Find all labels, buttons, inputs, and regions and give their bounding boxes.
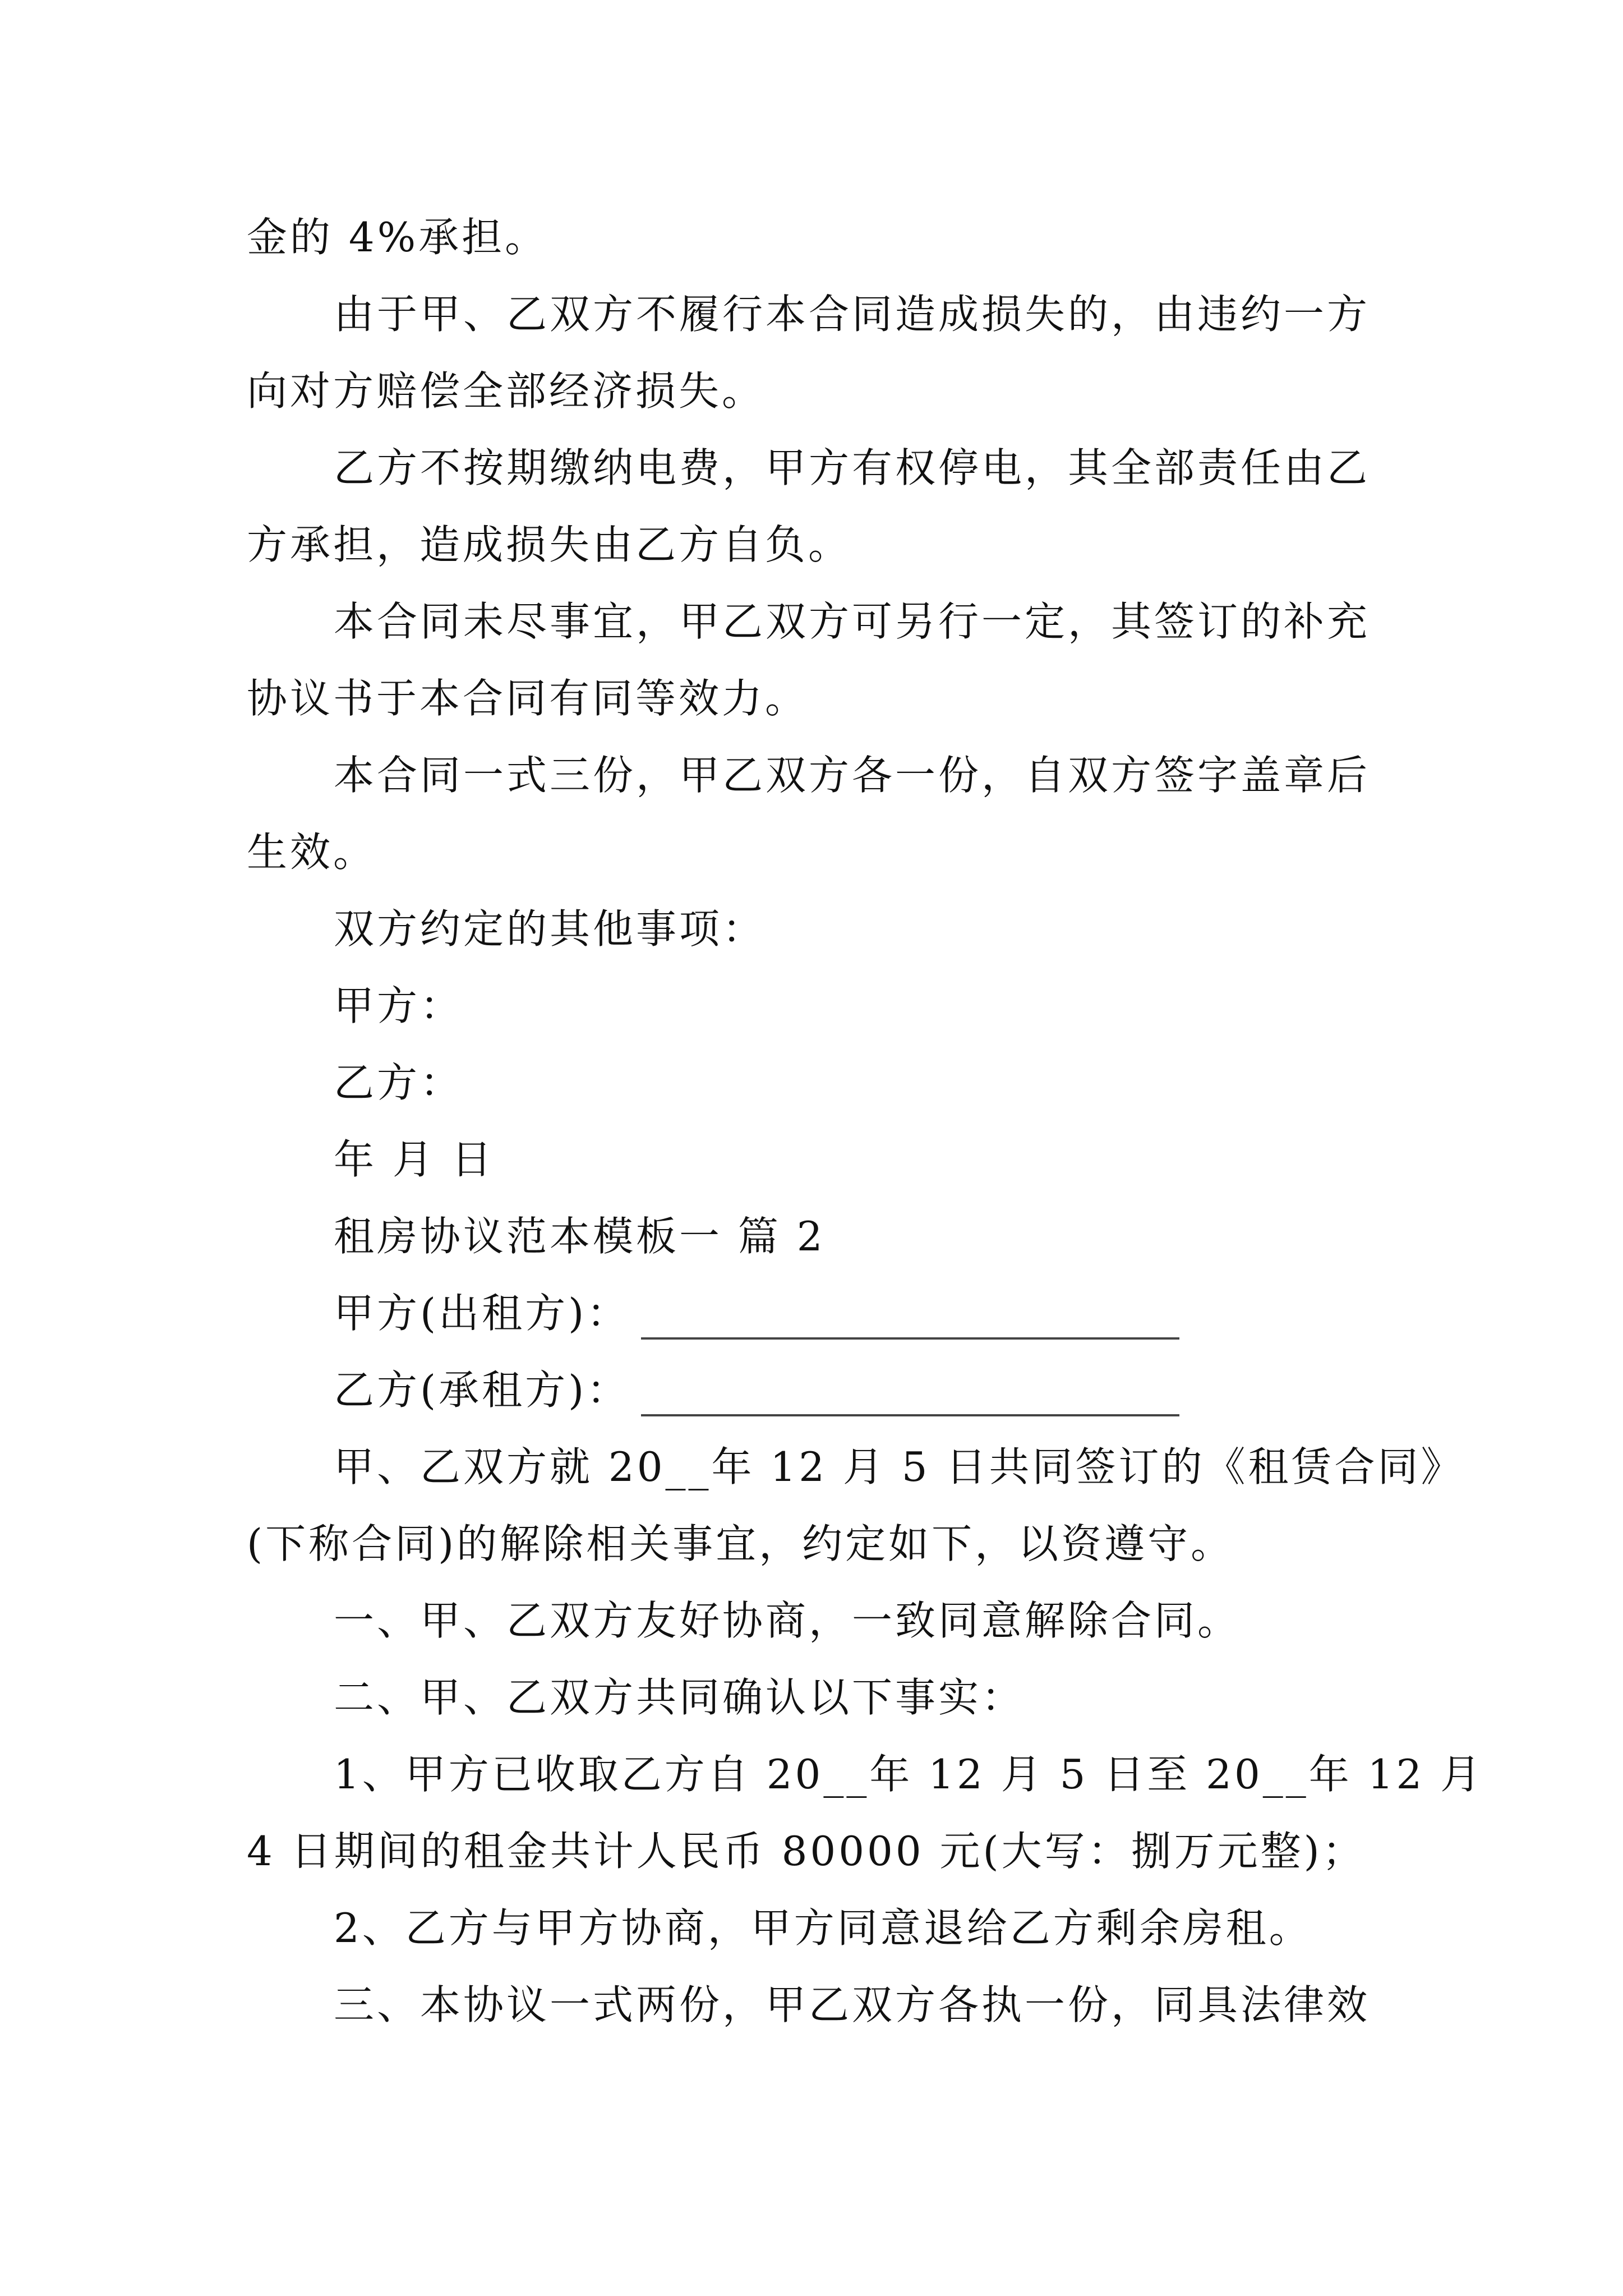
party-a-label: 甲方：	[334, 982, 464, 1029]
paragraph-line: 乙方不按期缴纳电费，甲方有权停电，其全部责任由乙	[334, 444, 1371, 491]
date-line: 年 月 日	[334, 1136, 495, 1183]
text-line: 协议书于本合同有同等效力。	[247, 675, 809, 722]
lessee-label: 乙方(承租方)：	[334, 1366, 630, 1414]
text-line: 生效。	[247, 829, 377, 876]
paragraph-line: 双方约定的其他事项：	[334, 905, 766, 953]
section-title: 租房协议范本模板一 篇 2	[334, 1213, 826, 1260]
lessor-blank	[641, 1337, 1179, 1340]
paragraph-line: 本合同一式三份，甲乙双方各一份，自双方签字盖章后	[334, 752, 1371, 799]
paragraph-line: 由于甲、乙双方不履行本合同造成损失的，由违约一方	[334, 291, 1371, 338]
lessee-line	[247, 1352, 1374, 1429]
clause-line: 2、乙方与甲方协商，甲方同意退给乙方剩余房租。	[334, 1904, 1312, 1952]
party-b-label: 乙方：	[334, 1059, 464, 1106]
text-line: 金的 4%承担。	[247, 214, 548, 261]
clause-line: 二、甲、乙双方共同确认以下事实：	[334, 1674, 1025, 1721]
clause-line: 一、甲、乙双方友好协商，一致同意解除合同。	[334, 1597, 1241, 1644]
lessor-line	[247, 1275, 1374, 1352]
text-line: 方承担，造成损失由乙方自负。	[247, 521, 852, 568]
lessee-blank	[641, 1414, 1179, 1416]
text-line: (下称合同)的解除相关事宜，约定如下，以资遵守。	[247, 1520, 1234, 1567]
document-body	[247, 199, 1484, 2044]
text-line: 向对方赔偿全部经济损失。	[247, 367, 766, 415]
paragraph-line: 甲、乙双方就 20__年 12 月 5 日共同签订的《租赁合同》	[334, 1443, 1464, 1490]
text-line: 4 日期间的租金共计人民币 80000 元(大写：捌万元整)；	[247, 1828, 1366, 1875]
clause-line: 三、本协议一式两份，甲乙双方各执一份，同具法律效	[334, 1981, 1371, 2028]
clause-line: 1、甲方已收取乙方自 20__年 12 月 5 日至 20__年 12 月	[334, 1751, 1484, 1798]
lessor-label: 甲方(出租方)：	[334, 1290, 630, 1337]
paragraph-line: 本合同未尽事宜，甲乙双方可另行一定，其签订的补充	[334, 598, 1371, 645]
